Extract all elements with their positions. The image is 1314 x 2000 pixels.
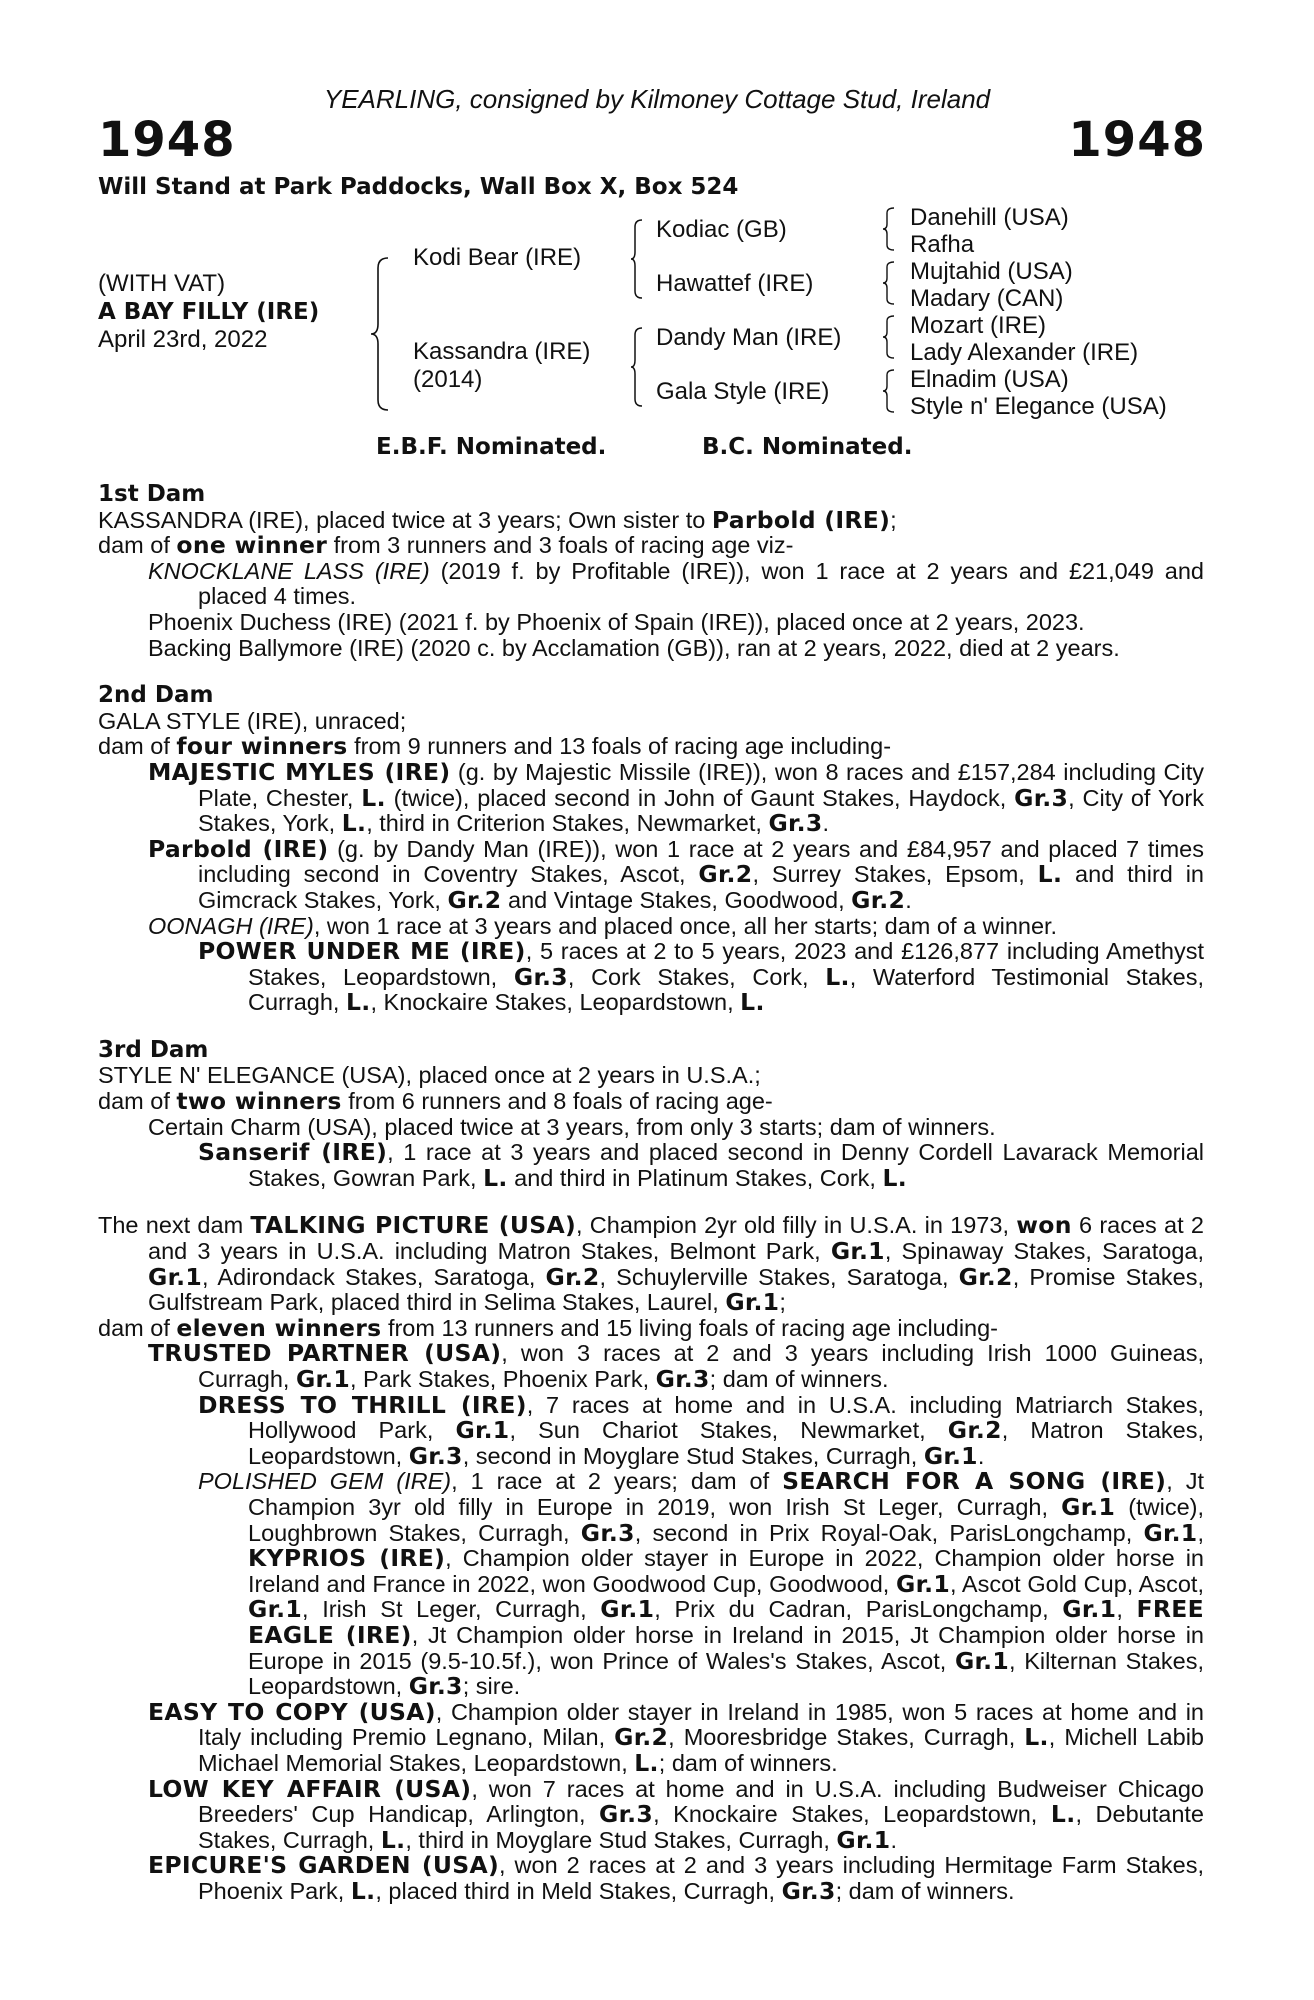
- first-dam-line: KASSANDRA (IRE), placed twice at 3 years; Own sister to Parbold (IRE);: [98, 505, 897, 534]
- third-dam-line: STYLE N' ELEGANCE (USA), placed once at 2 years in U.S.A.;: [98, 1062, 761, 1089]
- foaling-date: April 23rd, 2022: [98, 326, 268, 353]
- offspring-entry: EASY TO COPY (USA), Champion older stayer in Ireland in 1985, won 5 races at home and in Italy including Premio Legnano, Milan, Gr.2, Mooresbridge Stakes, Curragh, L., Michell Labib Michael Memorial Stakes, Leopardstown, L.; dam of winners.: [148, 1697, 1204, 1777]
- ggp-brace-2-icon: [882, 260, 896, 306]
- second-dam-heading: 2nd Dam: [98, 682, 214, 709]
- ggp-4: Madary (CAN): [910, 285, 1064, 312]
- offspring-entry: LOW KEY AFFAIR (USA), won 7 races at home and in U.S.A. including Budweiser Chicago Breeders' Cup Handicap, Arlington, Gr.3, Knockaire Stakes, Leopardstown, L., Debutante Stakes, Curragh, L., third in Moyglare Stud Stakes, Curragh, Gr.1.: [148, 1774, 1204, 1854]
- ggp-brace-1-icon: [882, 206, 896, 252]
- sire-brace-icon: [630, 218, 644, 300]
- consignment-line: YEARLING, consigned by Kilmoney Cottage Stud, Ireland: [323, 84, 991, 114]
- ggp-2: Rafha: [910, 231, 975, 258]
- ggp-8: Style n' Elegance (USA): [910, 393, 1167, 420]
- offspring-entry: TRUSTED PARTNER (USA), won 3 races at 2 and 3 years including Irish 1000 Guineas, Curragh, Gr.1, Park Stakes, Phoenix Park, Gr.3; dam of winners.: [148, 1339, 1204, 1393]
- sire-dam-name: Hawattef (IRE): [656, 270, 814, 297]
- offspring-entry: MAJESTIC MYLES (IRE) (g. by Majestic Missile (IRE)), won 8 races and £157,284 including City Plate, Chester, L. (twice), placed second in John of Gaunt Stakes, Haydock, Gr.3, City of York Stakes, York, L., third in Criterion Stakes, Newmarket, Gr.3.: [148, 757, 1205, 838]
- lot-number-right: 1948: [1068, 112, 1206, 168]
- second-dam-line: GALA STYLE (IRE), unraced;: [98, 707, 407, 734]
- dam-brace-icon: [630, 326, 644, 408]
- horse-name: A BAY FILLY (IRE): [98, 299, 320, 325]
- grand-offspring-entry: DRESS TO THRILL (IRE), 7 races at home and in U.S.A. including Matriarch Stakes, Hollywood Park, Gr.1, Sun Chariot Stakes, Newmarket, Gr.2, Matron Stakes, Leopardstown, Gr.3, second in Moyglare Stud Stakes, Curragh, Gr.1.: [198, 1390, 1204, 1470]
- grand-offspring-entry: POLISHED GEM (IRE), 1 race at 2 years; dam of SEARCH FOR A SONG (IRE), Jt Champion 3yr old filly in Europe in 2019, won Irish St Leger, Curragh, Gr.1 (twice), Loughbrown Stakes, Curragh, Gr.3, second in Prix Royal-Oak, ParisLongchamp, Gr.1, KYPRIOS (IRE), Champion older stayer in Europe in 2022, Champion older horse in Ireland and France in 2022, won Goodwood Cup, Goodwood, Gr.1, Ascot Gold Cup, Ascot, Gr.1, Irish St Leger, Curragh, Gr.1, Prix du Cadran, ParisLongchamp, Gr.1, FREE EAGLE (IRE), Jt Champion older horse in Ireland in 2015, Jt Champion older horse in Europe in 2015 (9.5-10.5f.), won Prince of Wales's Stakes, Ascot, Gr.1, Kilternan Stakes, Leopardstown, Gr.3; sire.: [198, 1467, 1205, 1701]
- ggp-brace-4-icon: [882, 368, 896, 414]
- next-dam-line: The next dam TALKING PICTURE (USA), Champion 2yr old filly in U.S.A. in 1973, won 6 races at 2 and 3 years in U.S.A. including Matron Stakes, Belmont Park, Gr.1, Spinaway Stakes, Saratoga, Gr.1, Adirondack Stakes, Saratoga, Gr.2, Schuylerville Stakes, Saratoga, Gr.2, Promise Stakes, Gulfstream Park, placed third in Selima Stakes, Laurel, Gr.1;: [98, 1211, 1204, 1317]
- ggp-5: Mozart (IRE): [910, 312, 1047, 339]
- sire-name: Kodi Bear (IRE): [413, 244, 582, 271]
- next-dam-produce-line: dam of eleven winners from 13 runners and 15 living foals of racing age including-: [98, 1313, 998, 1342]
- bc-nomination: B.C. Nominated.: [702, 434, 913, 460]
- offspring-entry: Certain Charm (USA), placed twice at 3 years, from only 3 starts; dam of winners.: [148, 1113, 996, 1140]
- dam-sire-name: Dandy Man (IRE): [656, 324, 842, 351]
- ggp-6: Lady Alexander (IRE): [910, 339, 1139, 366]
- first-dam-heading: 1st Dam: [98, 481, 206, 507]
- offspring-entry: EPICURE'S GARDEN (USA), won 2 races at 2 and 3 years including Hermitage Farm Stakes, Phoenix Park, L., placed third in Meld Stakes, Curragh, Gr.3; dam of winners.: [148, 1851, 1204, 1905]
- grand-offspring-entry: POWER UNDER ME (IRE), 5 races at 2 to 5 years, 2023 and £126,877 including Amethyst Stakes, Leopardstown, Gr.3, Cork Stakes, Cork, L., Waterford Testimonial Stakes, Curragh, L., Knockaire Stakes, Leopardstown, L.: [198, 937, 1205, 1017]
- vat-label: (WITH VAT): [98, 270, 226, 297]
- ggp-7: Elnadim (USA): [910, 366, 1069, 393]
- third-dam-produce-line: dam of two winners from 6 runners and 8 foals of racing age-: [98, 1087, 773, 1116]
- ggp-3: Mujtahid (USA): [910, 258, 1073, 285]
- first-dam-produce-line: dam of one winner from 3 runners and 3 foals of racing age viz-: [98, 531, 794, 560]
- ggp-brace-3-icon: [882, 314, 896, 360]
- third-dam-heading: 3rd Dam: [98, 1036, 209, 1063]
- offspring-entry: Parbold (IRE) (g. by Dandy Man (IRE)), won 1 race at 2 years and £84,957 and placed 7 times including second in Coventry Stakes, Ascot, Gr.2, Surrey Stakes, Epsom, L. and third in Gimcrack Stakes, York, Gr.2 and Vintage Stakes, Goodwood, Gr.2.: [148, 834, 1204, 914]
- offspring-entry: OONAGH (IRE), won 1 race at 3 years and placed once, all her starts; dam of a winner.: [148, 912, 1058, 939]
- dam-dam-name: Gala Style (IRE): [656, 378, 830, 405]
- catalogue-body: [98, 482, 1204, 1904]
- grand-offspring-entry: Sanserif (IRE), 1 race at 3 years and placed second in Denny Cordell Lavarack Memorial Stakes, Gowran Park, L. and third in Platinum Stakes, Cork, L.: [198, 1138, 1205, 1192]
- offspring-entry: KNOCKLANE LASS (IRE) (2019 f. by Profitable (IRE)), won 1 race at 2 years and £21,049 and placed 4 times.: [148, 557, 1204, 610]
- stand-location: Will Stand at Park Paddocks, Wall Box X, Box 524: [98, 174, 739, 200]
- offspring-entry: Phoenix Duchess (IRE) (2021 f. by Phoenix of Spain (IRE)), placed once at 2 years, 2023.: [148, 608, 1085, 635]
- lot-number-left: 1948: [98, 112, 236, 168]
- second-dam-produce-line: dam of four winners from 9 runners and 13 foals of racing age including-: [98, 732, 892, 761]
- horse-brace-icon: [370, 256, 390, 412]
- dam-year: (2014): [413, 366, 483, 393]
- sire-sire-name: Kodiac (GB): [656, 216, 787, 243]
- offspring-entry: Backing Ballymore (IRE) (2020 c. by Acclamation (GB)), ran at 2 years, 2022, died at 2 years.: [148, 634, 1120, 661]
- ggp-1: Danehill (USA): [910, 204, 1069, 231]
- dam-name: Kassandra (IRE): [413, 338, 591, 365]
- ebf-nomination: E.B.F. Nominated.: [376, 434, 607, 460]
